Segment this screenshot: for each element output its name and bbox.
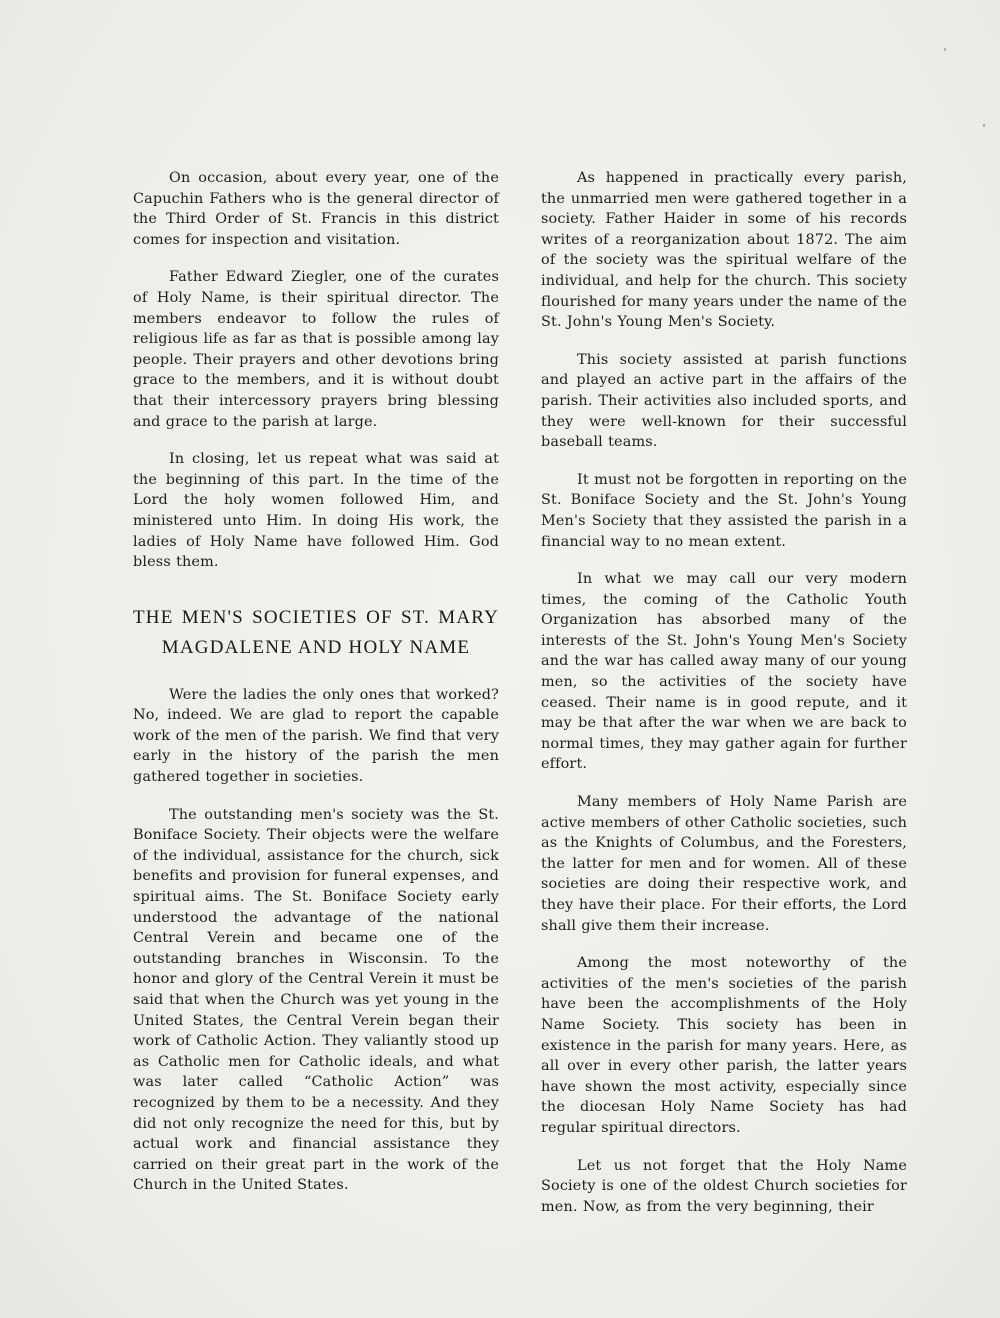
right-column: [541, 168, 907, 1234]
section-heading-line-1: THE MEN'S SOCIETIES OF ST. MARY: [133, 606, 499, 628]
paragraph-young-mens-society: As happened in practically every parish, the unmarried men were gathered together in a society. Father Haider in some of his records writes of a reorganization about 1872. The aim of the society was the spiritual welfare of the individual, and help for the church. This society flourished for many years under the name of the St. John's Young Men's Society.: [541, 170, 907, 331]
section-heading-line-2: MAGDALENE AND HOLY NAME: [161, 636, 471, 658]
paragraph-closing: In closing, let us repeat what was said at the beginning of this part. In the time of the Lord the holy women followed Him, and ministered unto Him. In doing His work, the ladies of Holy Name have followed Him. God bless them.: [133, 451, 499, 571]
paragraph-oldest-church-society: Let us not forget that the Holy Name Society is one of the oldest Church societies for men. Now, as from the very beginning, their: [541, 1157, 907, 1215]
paragraph-parish-functions: This society assisted at parish functions and played an active part in the affairs of the parish. Their activities also included sports, and they were well-known for their successful baseball teams.: [541, 351, 907, 451]
paper-speck: [944, 48, 946, 51]
paragraph-men-of-parish: Were the ladies the only ones that worked? No, indeed. We are glad to report the capable work of the men of the parish. We find that very early in the history of the parish the men gathered together in societies.: [133, 686, 499, 786]
section-heading: [133, 603, 499, 663]
left-column: [133, 168, 499, 1213]
paragraph-catholic-youth-organization: In what we may call our very modern times, the coming of the Catholic Youth Organization has absorbed many of the interests of the St. John's Young Men's Society and the war has called away many of our young men, so the activities of the society have ceased. Their name is in good repute, and it may be that after the war when we are back to normal times, they may gather again for further effort.: [541, 571, 907, 773]
paper-speck: [983, 124, 985, 127]
paragraph-other-catholic-societies: Many members of Holy Name Parish are active members of other Catholic societies, such as the Knights of Columbus, and the Foresters, the latter for men and for women. All of these societies are doing their respective work, and they have their place. For their efforts, the Lord shall give them their increase.: [541, 794, 907, 934]
paragraph-st-boniface-society: The outstanding men's society was the St. Boniface Society. Their objects were the welfare of the individual, assistance for the church, sick benefits and provision for funeral expenses, and spiritual aims. The St. Boniface Society early understood the advantage of the national Central Verein and became one of the outstanding branches in Wisconsin. To the honor and glory of the Central Verein it must be said that when the Church was yet young in the United States, the Central Verein began their work of Catholic Action. They valiantly stood up as Catholic men for Catholic ideals, and what was later called “Catholic Action” was recognized by them to be a necessity. And they did not only recognize the need for this, but by actual work and financial assistance they carried on their great part in the work of the Church in the United States.: [133, 806, 499, 1194]
paragraph-spiritual-director: Father Edward Ziegler, one of the curates of Holy Name, is their spiritual director. The members endeavor to follow the rules of religious life as far as that is possible among lay people. Their prayers and other devotions bring grace to the members, and it is without doubt that their intercessory prayers bring blessing and grace to the parish at large.: [133, 269, 499, 430]
paragraph-financial-assistance: It must not be forgotten in reporting on the St. Boniface Society and the St. John's Young Men's Society that they assisted the parish in a financial way to no mean extent.: [541, 471, 907, 550]
paragraph-third-order-visitation: On occasion, about every year, one of the Capuchin Fathers who is the general director of the Third Order of St. Francis in this district comes for inspection and visitation.: [133, 170, 499, 248]
paragraph-holy-name-society: Among the most noteworthy of the activities of the men's societies of the parish have been the accomplishments of the Holy Name Society. This society has been in existence in the parish for many years. Here, as all over in every other parish, the latter years have shown the most activity, especially since the diocesan Holy Name Society has had regular spiritual directors.: [541, 955, 907, 1136]
